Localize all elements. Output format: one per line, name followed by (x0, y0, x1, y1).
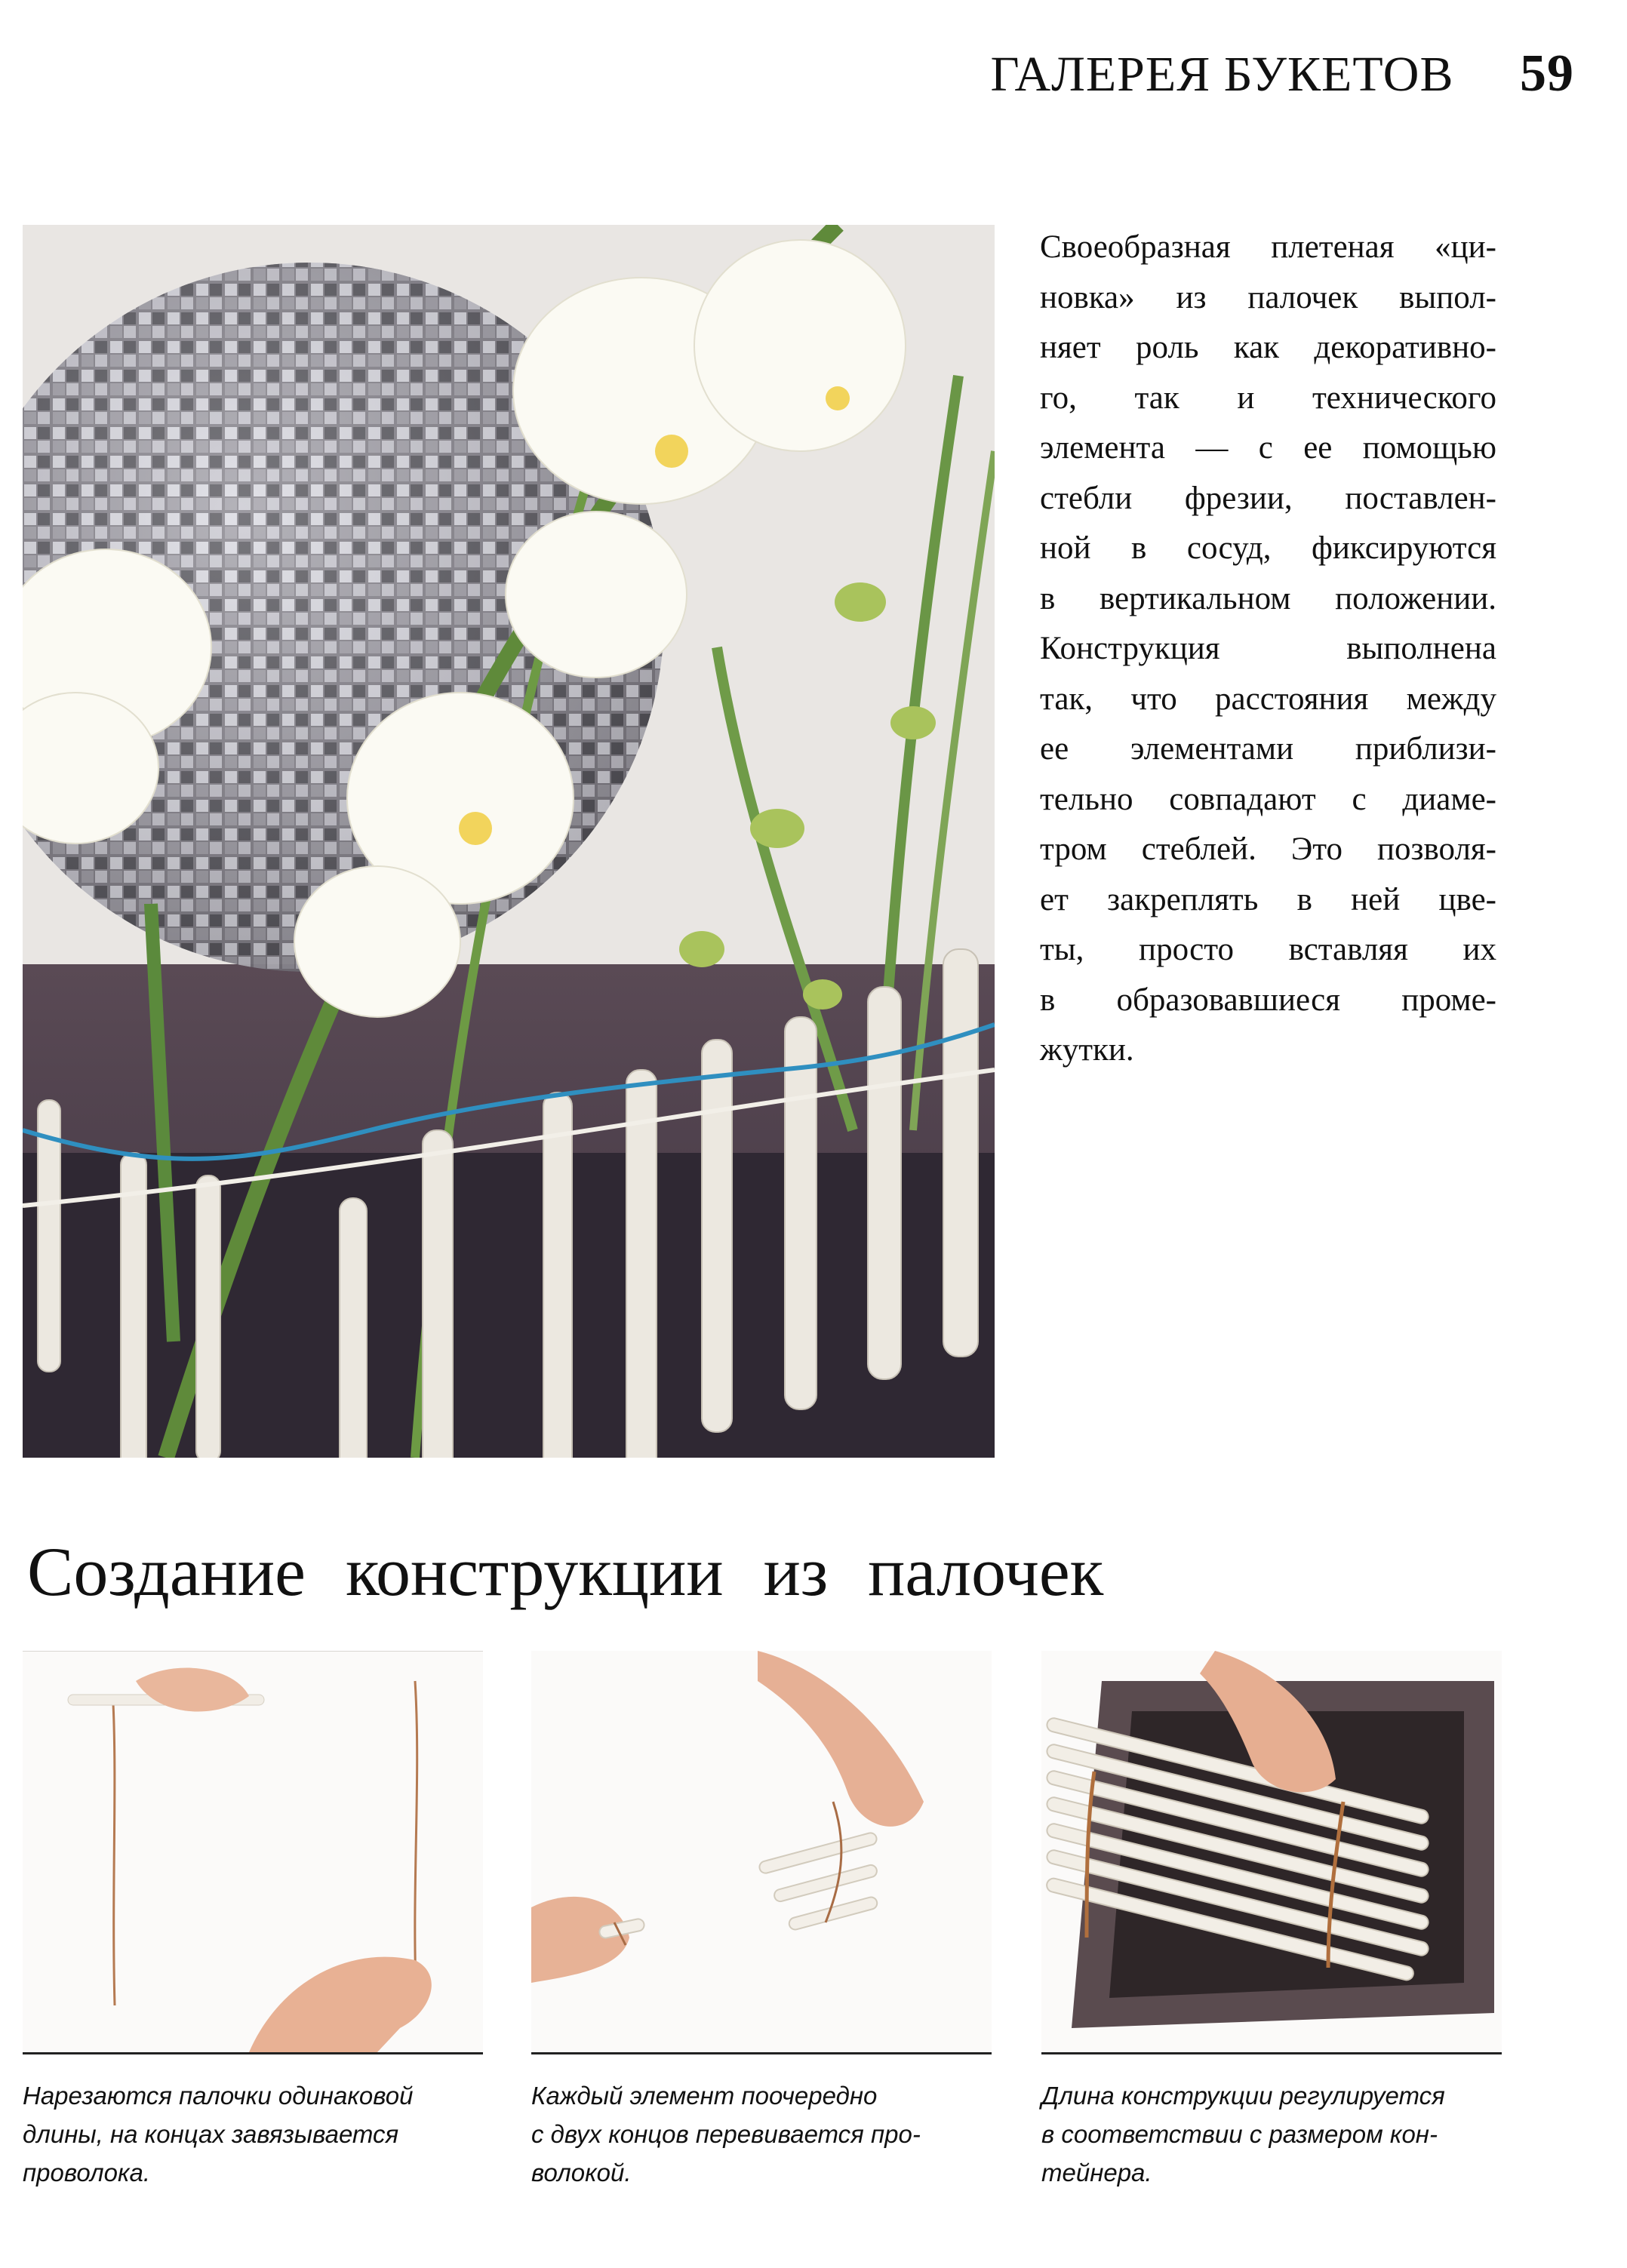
divider-rule (531, 2052, 992, 2054)
divider-rule (23, 2052, 483, 2054)
description-line: элемента — с ее помощью (1040, 430, 1496, 466)
caption-line: волокой. (531, 2159, 632, 2187)
step-caption-1 (23, 2076, 483, 2192)
caption-line: Каждый элемент поочередно (531, 2082, 878, 2110)
description-line: новка» из палочек выпол- (1040, 279, 1496, 315)
caption-line: длины, на концах завязывается (23, 2120, 399, 2148)
section-heading: Создание конструкции из палочек (27, 1533, 1104, 1610)
step-caption-2 (531, 2076, 992, 2192)
description-line: ной в сосуд, фиксируются (1040, 530, 1496, 566)
description-line: жутки. (1040, 1032, 1134, 1068)
description-line: в вертикальном положении. (1040, 580, 1496, 616)
page-number: 59 (1520, 45, 1574, 103)
step-photo-3 (1041, 1651, 1502, 2052)
description-line: ее элементами приблизи- (1040, 731, 1496, 767)
caption-line: проволока. (23, 2159, 151, 2187)
caption-line: в соответствии с размером кон- (1041, 2120, 1438, 2148)
section-header-title: ГАЛЕРЕЯ БУКЕТОВ (990, 47, 1454, 102)
description-text (1040, 223, 1496, 1076)
step-photo-1 (23, 1651, 483, 2052)
running-header (990, 44, 1574, 104)
description-line: так, что расстояния между (1040, 681, 1496, 717)
description-line: ты, просто вставляя их (1040, 932, 1496, 967)
description-line: в образовавшиеся проме- (1040, 982, 1496, 1018)
description-line: тельно совпадают с диаме- (1040, 781, 1496, 817)
caption-line: тейнера. (1041, 2159, 1152, 2187)
caption-line: Длина конструкции регулируется (1041, 2082, 1445, 2110)
step-photo-2 (531, 1651, 992, 2052)
main-photo (23, 225, 995, 1458)
description-line: няет роль как декоративно- (1040, 330, 1496, 365)
step-caption-3 (1041, 2076, 1502, 2192)
caption-line: с двух концов перевивается про- (531, 2120, 921, 2148)
description-line: Конструкция выполнена (1040, 631, 1496, 666)
description-line: Своеобразная плетеная «ци- (1040, 229, 1496, 265)
description-line: тром стеблей. Это позволя- (1040, 831, 1496, 867)
description-line: го, так и технического (1040, 380, 1496, 416)
description-line: ет закреплять в ней цве- (1040, 881, 1496, 917)
divider-rule (1041, 2052, 1502, 2054)
description-line: стебли фрезии, поставлен- (1040, 480, 1496, 516)
caption-line: Нарезаются палочки одинаковой (23, 2082, 414, 2110)
